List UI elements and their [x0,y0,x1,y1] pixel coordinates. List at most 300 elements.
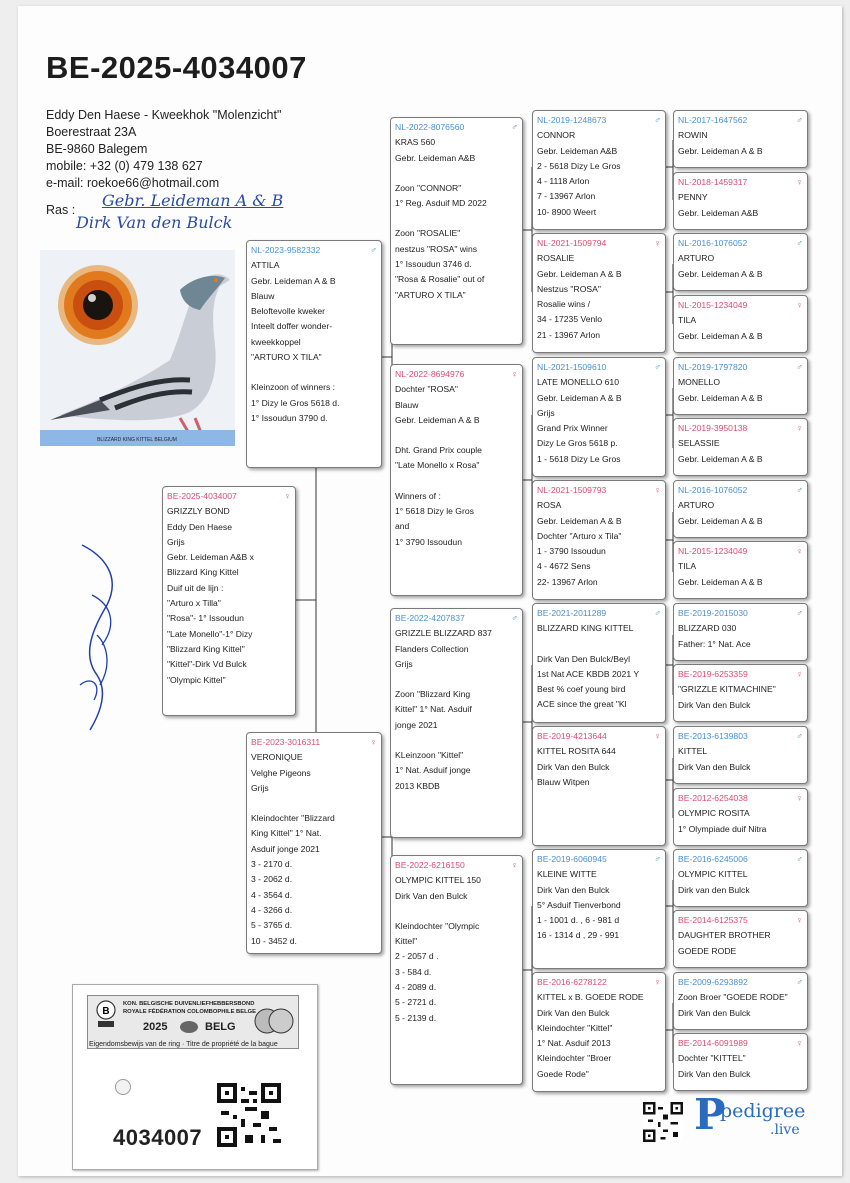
pigeon-name: KRAS 560 [395,137,436,148]
pigeon-name: VERONIQUE [251,752,303,763]
pigeon-info-line: Eddy Den Haese [167,521,232,532]
pedigree-box-header [678,483,803,498]
pigeon-info-line: Gebr. Leideman A & B [678,515,763,526]
pigeon-info-line: Rosalie wins / [537,299,591,310]
pigeon-name: SELASSIE [678,438,720,449]
pigeon-info-line: King Kittel" 1° Nat. [251,828,322,839]
pigeon-info-line: Zoon "ROSALIE" [395,228,461,239]
logo-suffix: .live [770,1122,800,1138]
pedigree-box-header [678,421,803,436]
pedigree-box-mmm [532,972,666,1092]
pedigree-box-header [678,544,803,559]
pigeon-name: Zoon Broer "GOEDE RODE" [678,992,788,1003]
pigeon-info-line: Dirk Van den Bulck [537,884,610,895]
pigeon-name: MONELLO [678,377,721,388]
pigeon-info-line: Father: 1° Nat. Ace [678,638,751,649]
pedigree-box-g12 [673,788,808,846]
female-symbol-icon: ♀ [796,1038,803,1048]
pedigree-box-header [678,852,803,867]
ring-number: NL-2021-1509610 [537,362,607,372]
pigeon-name: LATE MONELLO 610 [537,377,619,388]
pigeon-name: ARTURO [678,253,715,264]
pigeon-info-line: 1° 5618 Dizy le Gros [395,506,474,517]
ring-number: NL-2019-3950138 [678,423,748,433]
ring-number: BE-2019-4213644 [537,731,607,741]
ring-card-number: 4034007 [113,1125,203,1150]
owner-street: Boerestraat 23A [46,125,137,139]
pedigree-box-header [678,1036,803,1051]
female-symbol-icon: ♀ [284,491,291,501]
ring-number: BE-2019-6253359 [678,669,748,679]
ring-number: NL-2023-9582332 [251,245,321,255]
pigeon-name: TILA [678,315,697,326]
pigeon-info-line: Gebr. Leideman A & B [678,392,763,403]
pedigree-box-header [678,975,803,990]
pigeon-info-line: Nestzus "ROSA" [537,283,601,294]
pigeon-info-line: kweekkoppel [251,336,301,347]
pigeon-info-line: Dht. Grand Prix couple [395,445,482,456]
male-symbol-icon: ♂ [654,608,661,618]
pigeon-info-line: Gebr. Leideman A & B [537,392,622,403]
pigeon-info-line: "Arturo x Tilla" [167,598,221,609]
pigeon-info-line: Zoon "CONNOR" [395,182,462,193]
pedigree-box-mmf [532,849,666,969]
pigeon-info-line: Gebr. Leideman A & B [537,268,622,279]
pedigree-box-g11 [673,726,808,784]
pigeon-info-line [395,166,518,181]
pigeon-info-line: GOEDE RODE [678,945,737,956]
pigeon-info-line: Gebr. Leideman A & B [678,330,763,341]
ring-number: BE-2016-6245006 [678,854,748,864]
male-symbol-icon: ♂ [654,362,661,372]
pigeon-info-line [395,672,518,687]
photo-caption: BLIZZARD KING KITTEL BELGIUM [97,437,177,443]
pedigree-box-header [537,729,661,744]
female-symbol-icon: ♀ [654,731,661,741]
ring-number: NL-2017-1647562 [678,115,748,125]
pigeon-info-line: Gebr. Leideman A & B [678,145,763,156]
pedigree-box-g4 [673,295,808,353]
female-symbol-icon: ♀ [796,793,803,803]
ras-label: Ras : [46,203,76,217]
pigeon-info-line: Gebr. Leideman A & B [251,275,336,286]
pigeon-info-line: "Late Monello x Rosa" [395,460,480,471]
pedigree-box-header [537,113,661,128]
ring-card-year: 2025 [143,1021,168,1033]
pigeon-info-line: Grand Prix Winner [537,423,608,434]
pedigree-box-g2 [673,172,808,230]
pigeon-info-line: 1° Dizy le Gros 5618 d. [251,397,340,408]
pigeon-info-line: 1 - 3790 Issoudun [537,546,606,557]
pigeon-info-line: Winners of : [395,490,441,501]
female-symbol-icon: ♀ [796,546,803,556]
svg-text:B: B [102,1006,110,1017]
male-symbol-icon: ♂ [370,245,377,255]
pigeon-info-line: "Late Monello"-1° Dizy [167,628,253,639]
pigeon-info-line: 1° Issoudun 3790 d. [251,412,328,423]
pigeon-info-line: Gebr. Leideman A & B [537,515,622,526]
pigeon-info-line: Dirk Van den Bulck [678,761,751,772]
pigeon-info-line: 5° Asduif Tienverbond [537,899,621,910]
pigeon-info-line: Blauw Witpen [537,776,590,787]
pigeon-info-line: Kleindochter "Kittel" [537,1022,613,1033]
pedigree-box-header [537,360,661,375]
ring-card-org-nl: KON. BELGISCHE DUIVENLIEFHEBBERSBOND [123,1001,255,1007]
pigeon-info-line: Grijs [251,782,269,793]
pigeon-info-line: Zoon "Blizzard King [395,689,471,700]
ring-number: BE-2023-3016311 [251,737,321,747]
pigeon-name: Dochter "KITTEL" [678,1053,746,1064]
pigeon-name: "GRIZZLE KITMACHINE" [678,684,776,695]
pigeon-info-line: jonge 2021 [395,719,438,730]
pigeon-info-line: Kittel" [395,936,418,947]
pedigree-box-header [678,360,803,375]
ring-number: NL-2016-1076052 [678,485,748,495]
pigeon-info-line [395,904,518,919]
pigeon-info-line [395,211,518,226]
pedigree-box-header [678,175,803,190]
pigeon-info-line [395,474,518,489]
pedigree-box-g15 [673,972,808,1030]
pigeon-info-line: Blauw [395,399,419,410]
pigeon-info-line: Gebr. Leideman A&B x [167,552,254,563]
pigeon-name: ROSA [537,500,562,511]
pigeon-info-line: Flanders Collection [395,643,469,654]
pigeon-info-line: 4 - 3564 d. [251,889,293,900]
ring-number: BE-2014-6091989 [678,1038,748,1048]
pedigree-box-fm [390,364,523,596]
male-symbol-icon: ♂ [796,977,803,987]
pigeon-info-line: 1 - 1001 d. , 6 - 981 d [537,915,620,926]
pedigree-box-g13 [673,849,808,907]
owner-name: Eddy Den Haese - Kweekhok "Molenzicht" [46,108,282,122]
ring-number: NL-2015-1234049 [678,300,748,310]
pigeon-info-line: 1° Reg. Asduif MD 2022 [395,198,487,209]
pigeon-info-line: Dirk Van den Bulck [678,699,751,710]
pigeon-info-line: Gebr. Leideman A & B [678,453,763,464]
pigeon-info-line: 16 - 1314 d , 29 - 991 [537,930,620,941]
owner-city: BE-9860 Balegem [46,142,148,156]
male-symbol-icon: ♂ [654,115,661,125]
pedigree-box-header [395,367,518,382]
pigeon-info-line: Kittel" 1° Nat. Asduif [395,704,472,715]
female-symbol-icon: ♀ [654,977,661,987]
pigeon-info-line: Dirk Van den Bulck [537,761,610,772]
pedigree-box-header [537,483,661,498]
pigeon-info-line: Inteelt doffer wonder- [251,321,333,332]
pigeon-info-line: Beloftevolle kweker [251,306,326,317]
pedigree-box-header [678,298,803,313]
pigeon-name: OLYMPIC KITTEL 150 [395,875,481,886]
female-symbol-icon: ♀ [370,737,377,747]
male-symbol-icon: ♂ [796,731,803,741]
pigeon-info-line: Blauw [251,290,275,301]
pigeon-info-line: Dirk van den Bulck [678,884,750,895]
pigeon-logo-icon [253,1007,295,1035]
pigeon-info-line: 2 - 2057 d . [395,951,439,962]
pedigree-box-fmm [532,480,666,600]
pedigree-box-ff [390,117,523,345]
ring-card-country: BELG [205,1021,236,1033]
pigeon-name: TILA [678,561,697,572]
ring-card-subtitle: Eigendomsbewijs van de ring · Titre de propriété de la bague [89,1041,278,1048]
pigeon-info-line: 5 - 2139 d. [395,1012,437,1023]
male-symbol-icon: ♂ [796,362,803,372]
pigeon-info-line: 1° Issoudun 3746 d. [395,259,472,270]
ring-number: BE-2025-4034007 [167,491,237,501]
pedigree-box-header [537,852,661,867]
pigeon-name: OLYMPIC ROSITA [678,808,750,819]
pigeon-name: KITTEL [678,746,708,757]
male-symbol-icon: ♂ [511,122,518,132]
card-punch-hole [115,1079,131,1095]
pigeon-name: PENNY [678,192,708,203]
pigeon-info-line: and [395,521,410,532]
pigeon-info-line: Goede Rode" [537,1068,589,1079]
ring-number: NL-2015-1234049 [678,546,748,556]
pigeon-info-line: Grijs [537,407,555,418]
pedigree-box-header [678,913,803,928]
male-symbol-icon: ♂ [654,854,661,864]
female-symbol-icon: ♀ [796,423,803,433]
pigeon-info-line: 4 - 4672 Sens [537,561,591,572]
pedigree-box-g1 [673,110,808,168]
pigeon-info-line: 1st Nat ACE KBDB 2021 Y [537,668,640,679]
pedigree-box-header [678,606,803,621]
pigeon-info-line: 1° Nat. Asduif 2013 [537,1038,611,1049]
pedigree-box-g9 [673,603,808,661]
pigeon-name: BLIZZARD KING KITTEL [537,623,634,634]
pedigree-box-g5 [673,357,808,415]
pigeon-name: KLEINE WITTE [537,869,597,880]
pedigree-box-g10 [673,664,808,722]
pigeon-info-line: 7 - 13967 Arlon [537,191,596,202]
pigeon-info-line: Duif uit de lijn : [167,582,224,593]
ring-ownership-card [72,984,318,1170]
pedigree-box-header [678,667,803,682]
pigeon-info-line: 3 - 2062 d. [251,874,293,885]
pedigree-box-header [251,735,377,750]
pedigree-box-f [246,240,382,468]
owner-mobile: mobile: +32 (0) 479 138 627 [46,159,203,173]
pigeon-name: DAUGHTER BROTHER [678,930,771,941]
pigeon-info-line: ACE since the great "Kl [537,699,627,710]
pedigree-box-header [537,606,661,621]
pigeon-info-line: Dirk Van den Bulck [537,1007,610,1018]
pedigree-box-header [395,120,518,135]
ring-number: BE-2019-2015030 [678,608,748,618]
pigeon-info-line: Gebr. Leideman A&B [537,145,618,156]
pedigree-box-header [395,611,518,626]
pigeon-info-line: 2013 KBDB [395,780,440,791]
pigeon-info-line: Dirk Van den Bulck [678,1068,751,1079]
pedigree-box-fff [532,110,666,230]
ras-line-2: Dirk Van den Bulck [76,213,233,232]
pigeon-info-line: Kleindochter "Broer [537,1053,612,1064]
pedigree-box-g16 [673,1033,808,1091]
pedigree-box-fmf [532,357,666,477]
ring-number: BE-2022-4207837 [395,613,465,623]
pigeon-info-line: Best % coef young bird [537,684,626,695]
pedigree-box-ffm [532,233,666,353]
pedigree-box-header [251,243,377,258]
pigeon-info-line: 4 - 3266 d. [251,904,293,915]
pigeon-info-line: nestzus "ROSA" wins [395,243,478,254]
pigeon-info-line: Kleinzoon of winners : [251,382,336,393]
federation-emblem-icon [95,999,117,1029]
pedigree-box-subject [162,486,296,716]
pigeon-info-line: 5 - 2721 d. [395,997,437,1008]
pigeon-info-line: 34 - 17235 Venlo [537,314,602,325]
pigeon-name: ROSALIE [537,253,575,264]
pedigree-box-header [537,236,661,251]
pigeon-name: GRIZZLY BOND [167,506,230,517]
female-symbol-icon: ♀ [796,915,803,925]
pigeon-info-line: Grijs [167,536,185,547]
pigeon-info-line: Blizzard King Kittel [167,567,239,578]
ring-number: NL-2021-1509794 [537,238,607,248]
pigeon-info-line [395,733,518,748]
pigeon-info-line: 10 - 3452 d. [251,935,297,946]
male-symbol-icon: ♂ [796,485,803,495]
ras-line-1: Gebr. Leideman A & B [102,191,284,210]
ring-qr-code-icon [217,1083,281,1147]
pigeon-info-line: "Olympic Kittel" [167,674,226,685]
pedigree-box-header [678,791,803,806]
female-symbol-icon: ♀ [796,669,803,679]
ring-number: NL-2016-1076052 [678,238,748,248]
page-title: BE-2025-4034007 [46,50,307,85]
pigeon-info-line: 4 - 2089 d. [395,982,437,993]
pedigree-box-mf [390,608,523,838]
pigeon-info-line: Dirk Van Den Bulck/Beyl [537,653,630,664]
pigeon-info-line [395,428,518,443]
pedigree-box-header [167,489,291,504]
female-symbol-icon: ♀ [654,238,661,248]
pedigree-box-g14 [673,910,808,968]
pigeon-info-line: 21 - 13967 Arlon [537,329,601,340]
pigeon-name: ROWIN [678,130,708,141]
pigeon-info-line: KLeinzoon "Kittel" [395,750,464,761]
pedigree-box-g8 [673,541,808,599]
pigeon-info-line: Gebr. Leideman A & B [678,268,763,279]
pigeon-info-line: "Kittel"-Dirk Vd Bulck [167,659,247,670]
ring-number: BE-2016-6278122 [537,977,607,987]
pedigree-box-header [678,729,803,744]
female-symbol-icon: ♀ [796,177,803,187]
pigeon-info-line: 1° Olympiade duif Nitra [678,823,767,834]
ring-number: BE-2021-2011289 [537,608,607,618]
pigeon-info-line: "Rosa & Rosalie" out of [395,274,485,285]
male-symbol-icon: ♂ [796,115,803,125]
pigeon-info-line: Velghe Pigeons [251,767,311,778]
ring-number: BE-2012-6254038 [678,793,748,803]
pedigree-box-header [678,113,803,128]
pigeon-info-line: 3 - 2170 d. [251,859,293,870]
pigeon-name: OLYMPIC KITTEL [678,869,748,880]
pigeon-info-line [537,637,661,652]
male-symbol-icon: ♂ [511,613,518,623]
pigeon-info-line: 1° 3790 Issoudun [395,536,462,547]
pigeon-info-line: Gebr. Leideman A&B [678,207,759,218]
pigeon-name: BLIZZARD 030 [678,623,737,634]
pedigree-box-header [678,236,803,251]
pigeon-info-line: Asduif jonge 2021 [251,843,320,854]
pigeon-name: KITTEL ROSITA 644 [537,746,616,757]
ring-number: NL-2021-1509793 [537,485,607,495]
pedigree-box-g3 [673,233,808,291]
pigeon-info-line: Kleindochter "Blizzard [251,813,335,824]
pigeon-info-line: Grijs [395,658,413,669]
pedigree-box-mfm [532,726,666,846]
pigeon-info-line: 10- 8900 Weert [537,206,597,217]
pigeon-info-line: 1 - 5618 Dizy Le Gros [537,453,621,464]
pigeon-info-line: 1° Nat. Asduif jonge [395,765,471,776]
pigeon-name: ATTILA [251,260,280,271]
pedigree-qr-code-icon [643,1102,683,1142]
ring-card-org-fr: ROYALE FÉDÉRATION COLOMBOPHILE BELGE [123,1009,257,1015]
crest-icon [179,1020,199,1034]
ring-number: BE-2014-6125375 [678,915,748,925]
female-symbol-icon: ♀ [511,860,518,870]
pedigree-box-g6 [673,418,808,476]
female-symbol-icon: ♀ [654,485,661,495]
ring-number: BE-2009-6293892 [678,977,748,987]
pigeon-info-line: Gebr. Leideman A & B [395,414,480,425]
male-symbol-icon: ♂ [796,238,803,248]
ring-number: NL-2022-8694976 [395,369,465,379]
pedigree-box-mff [532,603,666,723]
pigeon-info-line: "ARTURO X TILA" [395,289,466,300]
pigeon-info-line: "Rosa"- 1° Issoudun [167,613,244,624]
pigeon-name: KITTEL x B. GOEDE RODE [537,992,644,1003]
pigeon-name: CONNOR [537,130,576,141]
ring-number: NL-2019-1797820 [678,362,748,372]
pigeon-info-line: Dochter "Arturo x Tila" [537,530,622,541]
pedigree-box-m [246,732,382,954]
ring-number: NL-2022-8076560 [395,122,465,132]
pigeon-info-line: 22- 13967 Arlon [537,576,598,587]
pedigree-box-header [537,975,661,990]
pedigree-box-mm [390,855,523,1085]
logo-name: pedigree [720,1100,806,1122]
pigeon-name: GRIZZLE BLIZZARD 837 [395,628,492,639]
pigeon-info-line: 5 - 3765 d. [251,920,293,931]
female-symbol-icon: ♀ [511,369,518,379]
ring-number: NL-2019-1248673 [537,115,607,125]
male-symbol-icon: ♂ [796,854,803,864]
ring-number: BE-2019-6060945 [537,854,607,864]
pedigree-box-g7 [673,480,808,538]
pigeon-info-line: 2 - 5618 Dizy Le Gros [537,160,621,171]
pigeon-name: Dochter "ROSA" [395,384,458,395]
pigeon-info-line [251,365,377,380]
ring-number: BE-2013-6139803 [678,731,748,741]
pigeon-info-line: Dirk Van den Bulck [678,1007,751,1018]
ring-number: NL-2018-1459317 [678,177,748,187]
pigeon-info-line [251,796,377,811]
owner-email: e-mail: roekoe66@hotmail.com [46,176,220,190]
pigeon-info-line: Gebr. Leideman A&B [395,152,476,163]
pigeon-info-line: Dizy Le Gros 5618 p. [537,438,618,449]
ring-number: BE-2022-6216150 [395,860,465,870]
pedigree-box-header [395,858,518,873]
pigeon-info-line: Gebr. Leideman A & B [678,576,763,587]
pigeon-info-line: 4 - 1118 Arlon [537,176,590,187]
pigeon-info-line: 3 - 584 d. [395,966,432,977]
pigeon-info-line: Kleindochter "Olympic [395,920,480,931]
pigeon-name: ARTURO [678,500,715,511]
